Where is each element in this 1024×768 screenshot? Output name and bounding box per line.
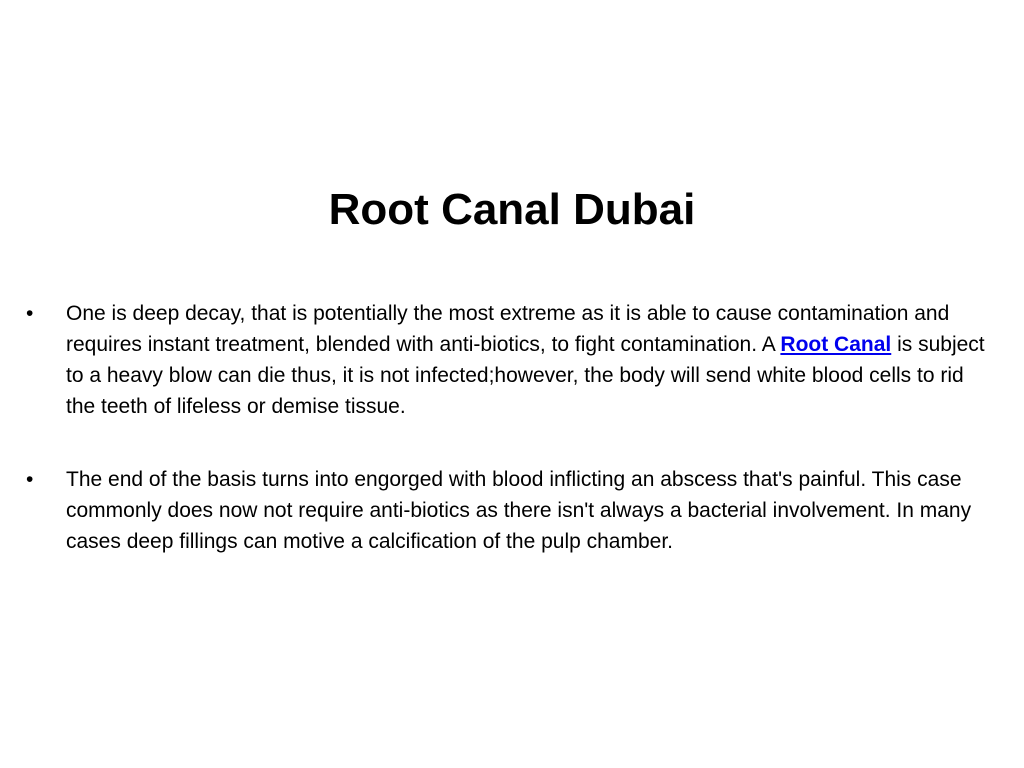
bullet-list (26, 298, 996, 557)
root-canal-link[interactable]: Root Canal (780, 333, 892, 356)
bullet-item-2 (26, 464, 996, 557)
bullet-text-before-link: One is deep decay, that is potentially the most extreme as it is able to cause contamination and requires instant treatment, blended with anti-biotics, to fight contamination. A (66, 302, 950, 356)
bullet-text: The end of the basis turns into engorged with blood inflicting an abscess that's painful. This case commonly does now not require anti-biotics as there isn't always a bacterial involvement. In many cases deep fillings can motive a calcification of the pulp chamber. (66, 468, 972, 553)
bullet-text (66, 298, 996, 422)
bullet-marker: • (26, 468, 34, 491)
bullet-item-1 (26, 298, 996, 422)
bullet-text-after-link: is subject to a heavy blow can die thus, it is not infected;however, the body will send white blood cells to rid the teeth of lifeless or demise tissue. (66, 333, 985, 418)
slide-title: Root Canal Dubai (328, 185, 696, 234)
bullet-marker: • (26, 302, 34, 325)
